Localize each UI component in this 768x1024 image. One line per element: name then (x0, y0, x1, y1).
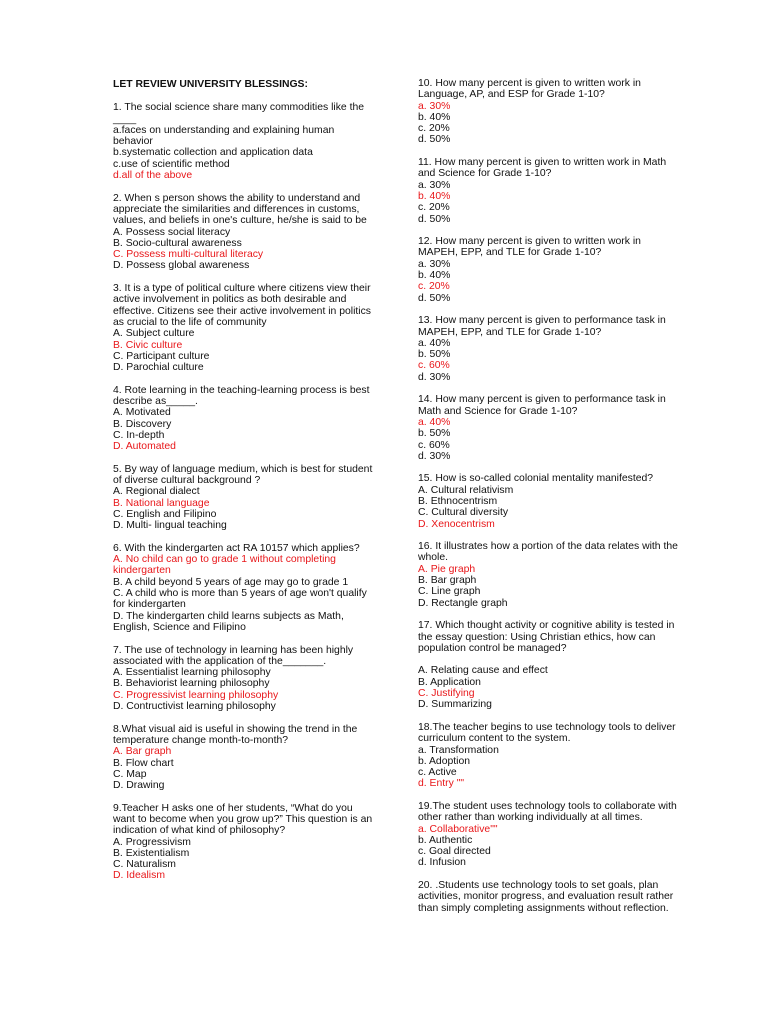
right-column (418, 78, 680, 925)
answer-option: D. Summarizing (418, 699, 492, 711)
answer-option: B. Existentialism (113, 847, 190, 859)
answer-option: A. Regional dialect (113, 486, 200, 498)
answer-option: A. Motivated (113, 407, 171, 419)
answer-option: b. 50% (418, 428, 451, 440)
answer-option: B. Flow chart (113, 757, 174, 769)
question-block (113, 543, 375, 633)
correct-answer-option: D. Idealism (113, 870, 165, 882)
correct-answer-option: A. Bar graph (113, 746, 172, 758)
answer-option: A. Cultural relativism (418, 484, 514, 496)
question-stem: 14. How many percent is given to performance task in Math and Science for Grade 1-10? (418, 394, 666, 417)
correct-answer-option: D. Automated (113, 441, 176, 453)
answer-option: C. Map (113, 768, 147, 780)
answer-option: a. 30% (418, 258, 451, 270)
answer-option: a.faces on understanding and explaining human behavior (113, 124, 335, 148)
answer-option: B. Behaviorist learning philosophy (113, 678, 270, 690)
question-block (418, 394, 680, 462)
answer-option: C. Participant culture (113, 350, 210, 362)
question-block (418, 620, 680, 710)
question-stem: 11. How many percent is given to written work in Math and Science for Grade 1-10? (418, 157, 667, 180)
question-block (113, 645, 375, 713)
question-stem: 9.Teacher H asks one of her students, “What do you want to become when you grow up?” This question is an indication of what kind of philosophy? (113, 802, 373, 837)
correct-answer-option: b. 40% (418, 190, 451, 202)
question-stem: 10. How many percent is given to written work in Language, AP, and ESP for Grade 1-10? (418, 78, 641, 101)
question-stem: 19.The student uses technology tools to collaborate with other rather than working individually at all times. (418, 801, 677, 824)
answer-option: A. Essentialist learning philosophy (113, 667, 271, 679)
question-stem: 16. It illustrates how a portion of the data relates with the whole. (418, 541, 678, 564)
answer-option: D. Parochial culture (113, 362, 204, 374)
answer-option: D. Drawing (113, 780, 165, 792)
correct-answer-option: C. Possess multi-cultural literacy (113, 249, 264, 261)
answer-option: A. Relating cause and effect (418, 665, 548, 677)
correct-answer-option: D. Xenocentrism (418, 518, 495, 530)
answer-option: B. Ethnocentrism (418, 495, 498, 507)
answer-option: d. Infusion (418, 857, 466, 869)
correct-answer-option: B. National language (113, 497, 210, 509)
question-stem: 6. With the kindergarten act RA 10157 which applies? (113, 542, 360, 554)
answer-option: b. Adoption (418, 755, 470, 767)
question-stem: 8.What visual aid is useful in showing the trend in the temperature change month-to-month? (113, 723, 358, 746)
answer-option: d. 50% (418, 134, 451, 146)
question-block (418, 722, 680, 790)
correct-answer-option: c. 20% (418, 281, 450, 293)
question-block (418, 541, 680, 609)
correct-answer-option: d. Entry "" (418, 778, 465, 790)
answer-option: b. 50% (418, 349, 451, 361)
answer-option: B. Bar graph (418, 575, 477, 587)
question-stem: 7. The use of technology in learning has been highly associated with the application of the_______. (113, 644, 354, 667)
answer-option: c. 20% (418, 202, 450, 214)
question-block (113, 724, 375, 792)
answer-option: a. Transformation (418, 744, 499, 756)
answer-option: a. 40% (418, 337, 451, 349)
correct-answer-option: C. Progressivist learning philosophy (113, 689, 279, 701)
answer-option: c. Goal directed (418, 846, 491, 858)
document-title: LET REVIEW UNIVERSITY BLESSINGS: (113, 79, 308, 90)
question-block (113, 464, 375, 532)
question-stem: 18.The teacher begins to use technology tools to deliver curriculum content to the system. (418, 721, 676, 745)
question-block (418, 78, 680, 146)
question-block (418, 880, 680, 914)
question-block (418, 157, 680, 225)
answer-option: D. The kindergarten child learns subjects as Math, English, Science and Filipino (113, 610, 344, 633)
answer-option: D. Rectangle graph (418, 597, 508, 609)
answer-option: c. Active (418, 767, 457, 779)
question-stem: 13. How many percent is given to performance task in MAPEH, EPP, and TLE for Grade 1-10? (418, 315, 666, 338)
answer-option: C. English and Filipino (113, 508, 217, 520)
answer-option: c. 60% (418, 439, 450, 451)
answer-option: d. 50% (418, 213, 451, 225)
question-block (113, 803, 375, 882)
answer-option: d. 30% (418, 450, 451, 462)
question-stem: 12. How many percent is given to written work in MAPEH, EPP, and TLE for Grade 1-10? (418, 236, 641, 259)
answer-option: D. Multi- lingual teaching (113, 520, 227, 532)
answer-option: C. A child who is more than 5 years of age won't qualify for kindergarten (113, 588, 367, 611)
question-stem: 20. .Students use technology tools to set goals, plan activities, monitor progress, and evaluation result rather than simply completing assignments without reflection. (418, 880, 674, 914)
question-block (418, 236, 680, 304)
answer-option: A. Progressivism (113, 836, 191, 848)
answer-option: b.systematic collection and application data (113, 147, 313, 159)
left-column (113, 78, 375, 893)
answer-option: C. Naturalism (113, 859, 176, 871)
question-block (418, 801, 680, 869)
answer-option: B. Application (418, 676, 481, 688)
correct-answer-option: A. Pie graph (418, 563, 476, 575)
answer-option: C. Cultural diversity (418, 507, 509, 519)
answer-option: d. 50% (418, 292, 451, 304)
answer-option: D. Possess global awareness (113, 260, 250, 272)
answer-option: B. A child beyond 5 years of age may go to grade 1 (113, 576, 349, 588)
correct-answer-option: a. Collaborative"" (418, 823, 498, 835)
correct-answer-option: A. No child can go to grade 1 without completing kindergarten (113, 554, 336, 577)
answer-option: C. In-depth (113, 429, 165, 441)
question-block (113, 193, 375, 272)
answer-option: C. Line graph (418, 586, 481, 598)
question-block (113, 283, 375, 373)
question-block (418, 473, 680, 529)
answer-option: d. 30% (418, 371, 451, 383)
answer-option: c. 20% (418, 123, 450, 135)
right-question-list (418, 78, 680, 914)
left-question-list (113, 102, 375, 881)
answer-option: c.use of scientific method (113, 158, 230, 170)
correct-answer-option: B. Civic culture (113, 339, 183, 351)
question-stem: 4. Rote learning in the teaching-learning process is best describe as_____. (113, 384, 370, 408)
question-stem: 15. How is so-called colonial mentality manifested? (418, 473, 654, 485)
question-stem: 1. The social science share many commodities like the ____ (113, 102, 365, 125)
answer-option: A. Possess social literacy (113, 226, 231, 238)
answer-option: b. 40% (418, 111, 451, 123)
answer-option: a. 30% (418, 179, 451, 191)
question-stem: 5. By way of language medium, which is best for student of diverse cultural background ? (113, 463, 373, 487)
correct-answer-option: C. Justifying (418, 688, 475, 700)
answer-option: A. Subject culture (113, 328, 195, 340)
answer-option: D. Contructivist learning philosophy (113, 701, 276, 713)
answer-option: B. Socio-cultural awareness (113, 237, 242, 249)
answer-option: b. 40% (418, 270, 451, 282)
question-block (418, 315, 680, 383)
answer-option: B. Discovery (113, 418, 172, 430)
question-block (113, 102, 375, 181)
correct-answer-option: a. 30% (418, 100, 451, 112)
correct-answer-option: d.all of the above (113, 170, 193, 182)
question-stem: 17. Which thought activity or cognitive ability is tested in the essay question: Using Christian ethics, how can population control be managed? (418, 620, 675, 654)
answer-option: b. Authentic (418, 834, 473, 846)
correct-answer-option: a. 40% (418, 416, 451, 428)
question-stem: 3. It is a type of political culture where citizens view their active involvement in politics as both desirable and effective. Citizens see their active involvement in politics as crucial to the life of community (113, 283, 371, 328)
correct-answer-option: c. 60% (418, 360, 450, 372)
question-block (113, 385, 375, 453)
question-stem: 2. When s person shows the ability to understand and appreciate the similarities and differences in customs, values, and beliefs in one's culture, he/she is said to be (113, 192, 367, 227)
